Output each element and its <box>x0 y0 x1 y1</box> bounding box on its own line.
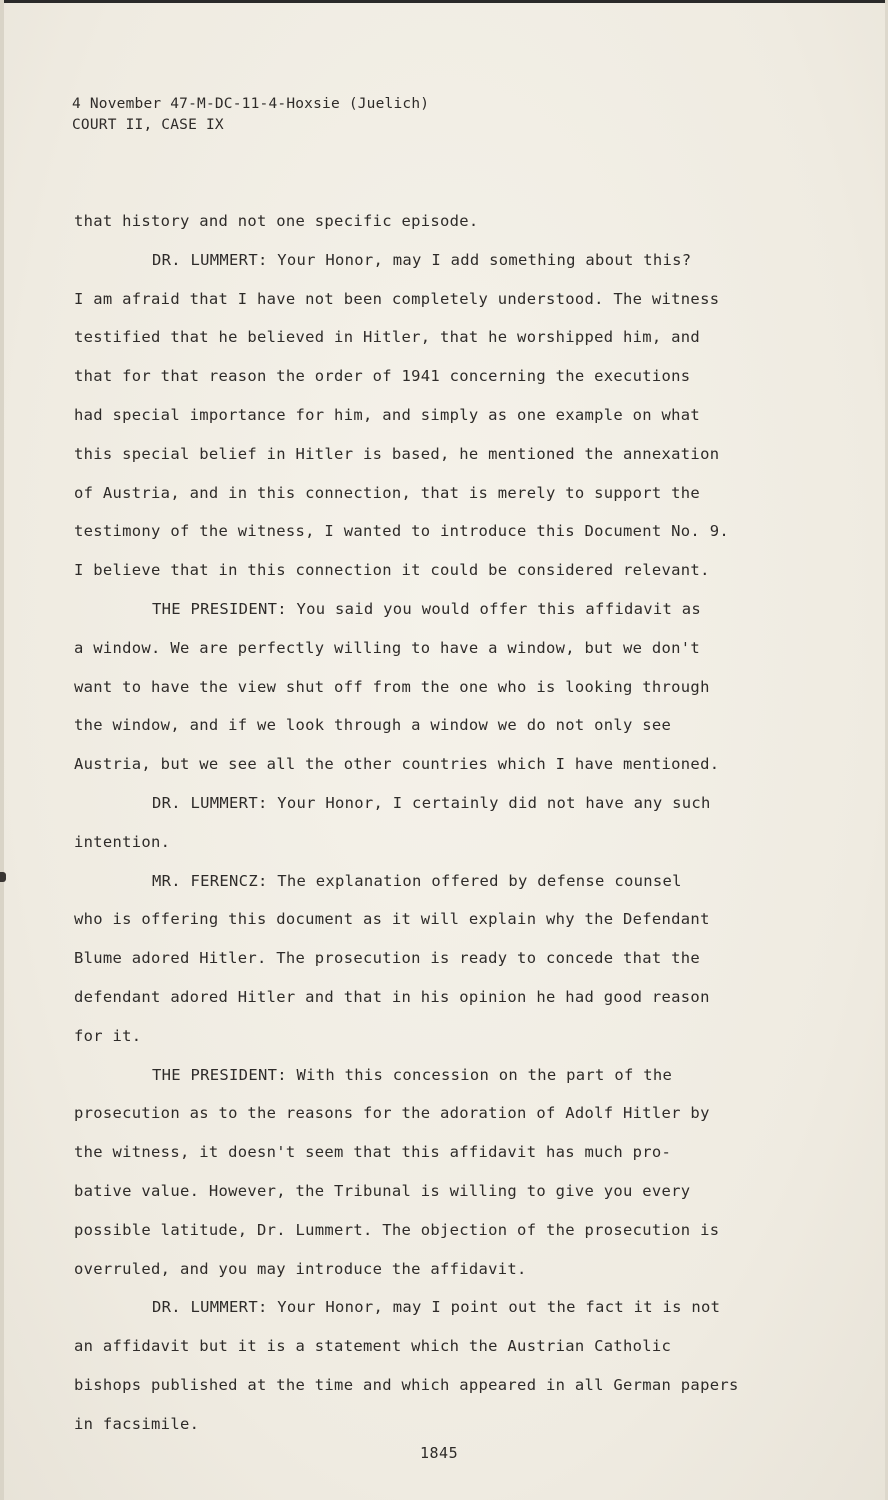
transcript-line: this special belief in Hitler is based, he mentioned the annexation <box>74 444 720 463</box>
transcript-line: testimony of the witness, I wanted to introduce this Document No. 9. <box>74 522 729 541</box>
transcript-line: DR. LUMMERT: Your Honor, may I add something about this? <box>152 250 692 269</box>
transcript-line: I believe that in this connection it could be considered relevant. <box>74 561 710 580</box>
transcript-line: THE PRESIDENT: You said you would offer this affidavit as <box>152 599 702 618</box>
transcript-line: want to have the view shut off from the one who is looking through <box>74 677 710 696</box>
transcript-line: of Austria, and in this connection, that is merely to support the <box>74 483 701 502</box>
document-header <box>72 94 429 136</box>
transcript-line: that for that reason the order of 1941 concerning the executions <box>74 367 691 386</box>
transcript-line: DR. LUMMERT: Your Honor, I certainly did not have any such <box>152 793 711 812</box>
transcript-line: intention. <box>74 832 171 851</box>
header-line-court-case: COURT II, CASE IX <box>72 117 224 133</box>
page-number: 1845 <box>420 1444 459 1462</box>
transcript-line: THE PRESIDENT: With this concession on the part of the <box>152 1065 673 1084</box>
transcript-line: for it. <box>74 1026 142 1045</box>
transcript-line: defendant adored Hitler and that in his opinion he had good reason <box>74 987 710 1006</box>
transcript-line: in facsimile. <box>74 1414 200 1433</box>
page-left-edge <box>0 0 4 1500</box>
transcript-body <box>74 207 764 1449</box>
transcript-line: possible latitude, Dr. Lummert. The objection of the prosecution is <box>74 1220 720 1239</box>
transcript-line: Blume adored Hitler. The prosecution is ready to concede that the <box>74 949 701 968</box>
header-line-date-reference: 4 November 47-M-DC-11-4-Hoxsie (Juelich) <box>72 96 430 112</box>
transcript-line: prosecution as to the reasons for the adoration of Adolf Hitler by <box>74 1104 710 1123</box>
transcript-line: the window, and if we look through a window we do not only see <box>74 716 672 735</box>
transcript-line: who is offering this document as it will explain why the Defendant <box>74 910 710 929</box>
transcript-line: MR. FERENCZ: The explanation offered by defense counsel <box>152 871 682 890</box>
transcript-line: the witness, it doesn't seem that this affidavit has much pro- <box>74 1143 672 1162</box>
transcript-line: I am afraid that I have not been completely understood. The witness <box>74 289 720 308</box>
transcript-line: a window. We are perfectly willing to have a window, but we don't <box>74 638 701 657</box>
transcript-line: Austria, but we see all the other countries which I have mentioned. <box>74 755 720 774</box>
transcript-line: overruled, and you may introduce the affidavit. <box>74 1259 527 1278</box>
transcript-line: testified that he believed in Hitler, that he worshipped him, and <box>74 328 701 347</box>
transcript-line: bishops published at the time and which appeared in all German papers <box>74 1375 739 1394</box>
transcript-line: an affidavit but it is a statement which the Austrian Catholic <box>74 1337 672 1356</box>
transcript-line: that history and not one specific episode. <box>74 212 479 230</box>
transcript-line: DR. LUMMERT: Your Honor, may I point out the fact it is not <box>152 1298 721 1317</box>
transcript-line: had special importance for him, and simply as one example on what <box>74 405 701 424</box>
binding-mark <box>0 872 6 882</box>
page-top-edge <box>0 0 888 3</box>
transcript-line: bative value. However, the Tribunal is willing to give you every <box>74 1181 691 1200</box>
